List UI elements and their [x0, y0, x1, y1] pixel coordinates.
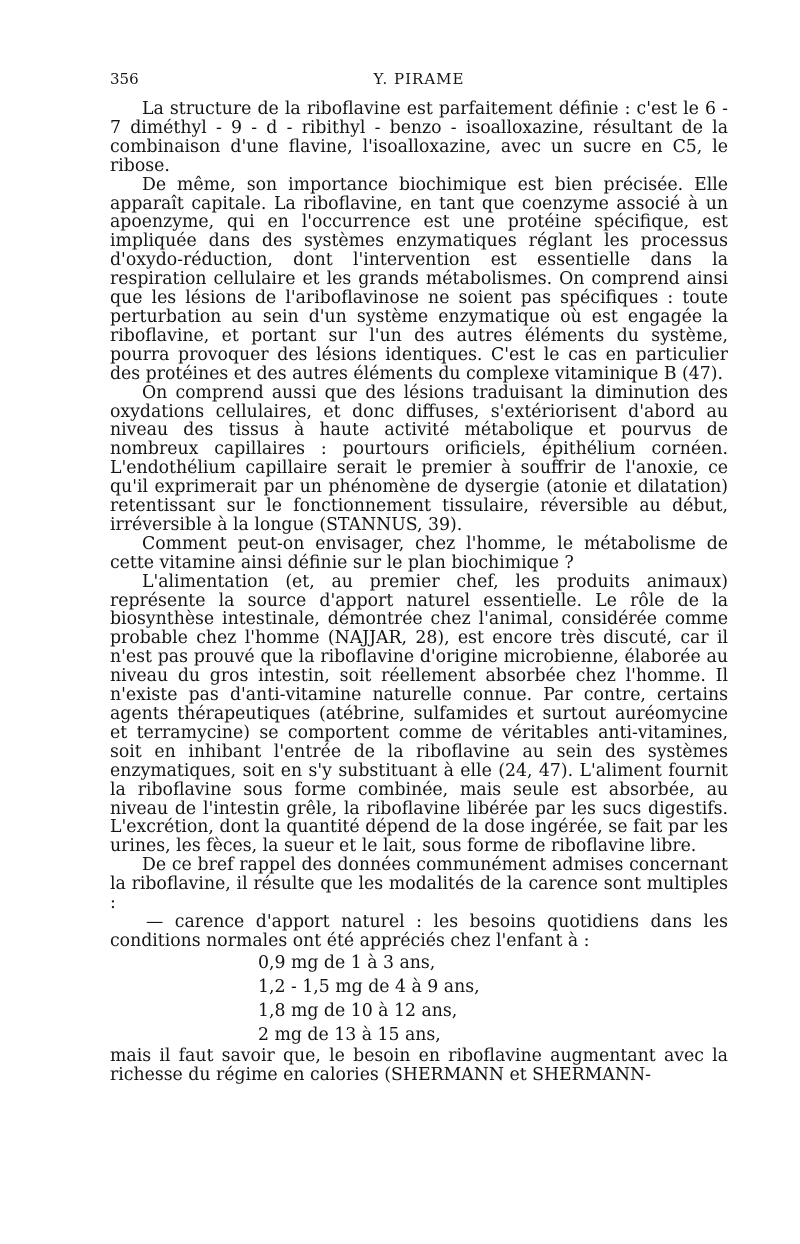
paragraph: De ce bref rappel des données communément admises concernant la riboflavine, il résulte que les modalités de la carence sont multiples :: [110, 855, 728, 914]
paragraph: La structure de la riboflavine est parfaitement définie : c'est le 6 - 7 diméthyl - 9 - d - ribithyl - benzo - isoalloxazine, résultant de la combinaison d'une flavine, l'isoalloxazine, avec un sucre en C5, le ribose.: [110, 99, 728, 176]
list-item: 1,8 mg de 10 à 12 ans,: [258, 1000, 458, 1021]
paragraph: — carence d'apport naturel : les besoins quotidiens dans les conditions normales ont été appréciés chez l'enfant à :: [110, 911, 728, 951]
needs-list: [110, 951, 728, 1047]
paragraph: L'alimentation (et, au premier chef, les produits animaux) représente la source d'apport naturel essentielle. Le rôle de la biosynthèse intestinale, démontrée chez l'animal, considérée comme probable chez l'homme (NAJJAR, 28), est encore très discuté, car il n'est pas prouvé que la riboflavine d'origine microbienne, élaborée au niveau du gros intestin, soit réellement absorbée chez l'homme. Il n'existe pas d'anti-vitamine naturelle connue. Par contre, certains agents thérapeutiques (atébrine, sulfamides et surtout auréomycine et terramycine) se comportent comme de véritables anti-vitamines, soit en inhibant l'entrée de la riboflavine au sein des systèmes enzymatiques, soit en s'y substituant à elle (24, 47). L'aliment fournit la riboflavine sous forme combinée, mais seule est absorbée, au niveau de l'intestin grêle, la riboflavine libérée par les sucs digestifs. L'excrétion, dont la quantité dépend de la dose ingérée, se fait par les urines, les fèces, la sueur et le lait, sous forme de riboflavine libre.: [110, 571, 728, 857]
list-item: 1,2 - 1,5 mg de 4 à 9 ans,: [258, 976, 480, 997]
running-head: Y. PIRAME: [373, 70, 465, 88]
page-header: [110, 70, 728, 94]
paragraph: On comprend aussi que des lésions traduisant la diminution des oxydations cellulaires, et donc diffuses, s'extériorisent d'abord au niveau des tissus à haute activité métabolique et pourvus de nombreux capillaires : pourtours orificiels, épithélium cornéen. L'endothélium capillaire serait le premier à souffrir de l'anoxie, ce qu'il exprimerait par un phénomène de dysergie (atonie et dilatation) retentissant sur le fonctionnement tissulaire, réversible au début, irréversible à la longue (STANNUS, 39).: [110, 382, 728, 535]
list-item: 2 mg de 13 à 15 ans,: [258, 1024, 441, 1045]
paragraph: Comment peut-on envisager, chez l'homme, le métabolisme de cette vitamine ainsi définie sur le plan biochimique ?: [110, 533, 728, 573]
body-text: [110, 100, 728, 1085]
page-number: 356: [110, 70, 139, 88]
closing-paragraph: mais il faut savoir que, le besoin en riboflavine augmentant avec la richesse du régime en calories (SHERMANN et SHERMANN-: [110, 1045, 728, 1085]
paragraph: De même, son importance biochimique est bien précisée. Elle apparaît capitale. La riboflavine, en tant que coenzyme associé à un apoenzyme, qui en l'occurrence est une protéine spécifique, est impliquée dans des systèmes enzymatiques réglant les processus d'oxydo-réduction, dont l'intervention est essentielle dans la respiration cellulaire et les grands métabolismes. On comprend ainsi que les lésions de l'ariboflavinose ne soient pas spécifiques : toute perturbation au sein d'un système enzymatique où est engagée la riboflavine, et portant sur l'un des autres éléments du système, pourra provoquer des lésions identiques. C'est le cas en particulier des protéines et des autres éléments du complexe vitaminique B (47).: [110, 174, 728, 384]
list-item: 0,9 mg de 1 à 3 ans,: [258, 952, 436, 973]
